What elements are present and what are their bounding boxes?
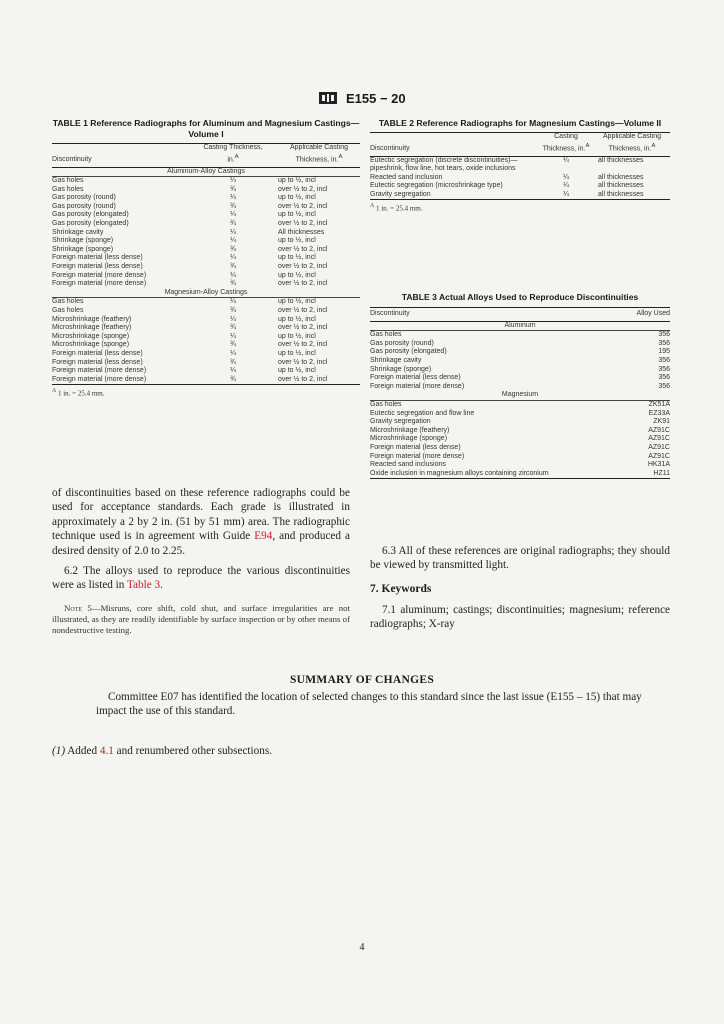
table-cell: up to ½, incl [278, 315, 316, 323]
table-cell: 356 [658, 365, 670, 373]
para-6-3: 6.3 All of these references are original radiographs; they should be viewed by transmitted light. [370, 545, 670, 572]
t1-col-applicable: Applicable Casting Thickness, in.$^A$ [290, 144, 348, 163]
table-cell: Foreign material (less dense) [370, 443, 461, 451]
table-cell: All thicknesses [278, 228, 325, 236]
left-body [52, 486, 350, 636]
table-cell: Microshrinkage (sponge) [370, 435, 448, 443]
table-row [52, 367, 360, 376]
table-cell: over ½ to 2, incl [278, 202, 328, 210]
table-row [370, 418, 670, 427]
table-section-row [370, 391, 670, 400]
table-row [370, 400, 670, 409]
table-cell: HK31A [647, 461, 670, 469]
table-cell: up to ½, incl [278, 177, 316, 185]
table-cell: Gas holes [52, 298, 84, 306]
table-row [52, 341, 360, 350]
table-row [370, 453, 670, 462]
table-section-label: Aluminum [370, 321, 670, 331]
table-cell: ¼ [230, 298, 236, 306]
table-row [52, 211, 360, 220]
table-cell: Shrinkage cavity [370, 356, 422, 364]
table-cell: Shrinkage (sponge) [370, 365, 432, 373]
table-row [52, 359, 360, 368]
table-cell: ZK51A [648, 400, 670, 408]
table-row [52, 307, 360, 316]
summary-item-1: (1) Added 4.1 and renumbered other subsections. [52, 745, 272, 757]
table-cell: all thicknesses [598, 173, 644, 181]
table-cell: over ½ to 2, incl [278, 185, 328, 193]
table-row [52, 298, 360, 307]
table-cell: Shrinkage cavity [52, 228, 104, 236]
table-cell: HZ11 [653, 469, 670, 477]
table-row [52, 280, 360, 289]
page-header [0, 90, 724, 109]
t1-col-casting: Casting Thickness, in.$^A$ [203, 144, 263, 163]
table-cell: Foreign material (less dense) [52, 263, 143, 271]
summary-title: SUMMARY OF CHANGES [289, 674, 435, 686]
table-cell: up to ½, incl [278, 367, 316, 375]
table-row [370, 410, 670, 419]
table-cell: Reacted sand inclusions [370, 461, 446, 469]
t2-col-applicable: Applicable Casting Thickness, in.$^A$ [603, 133, 661, 152]
table-cell: Foreign material (more dense) [52, 280, 147, 288]
table-cell: ZK91 [653, 418, 670, 426]
table-cell: Microshrinkage (feathery) [52, 315, 132, 323]
note-5: Note 5—Misruns, core shift, cold shut, and surface irregularities are not illustrated, as they are readily identifiable by surface inspection or by other means of nondestructive testing. [52, 602, 351, 636]
designation: E155 − 20 [345, 90, 406, 106]
table-row [370, 174, 670, 183]
summary-text: Committee E07 has identified the location of selected changes to this standard since the last issue (E155 – 15) that may impact the use of this standard. [96, 691, 642, 718]
table-cell: Microshrinkage (sponge) [52, 332, 130, 340]
table-cell: over ½ to 2, incl [278, 341, 328, 349]
table-cell: Foreign material (less dense) [52, 349, 143, 357]
table-cell: Gravity segregation [370, 190, 431, 198]
table-cell: ¼ [230, 211, 236, 219]
table3 [370, 307, 670, 479]
table-cell: all thicknesses [598, 190, 644, 198]
table1-caption: TABLE 1 Reference Radiographs for Aluminum and Magnesium Castings—Volume I [52, 118, 360, 139]
table-row [370, 182, 670, 191]
para-7-1: 7.1 aluminum; castings; discontinuities; magnesium; reference radiographs; X-ray [370, 603, 670, 631]
table-cell: Shrinkage (sponge) [52, 237, 114, 245]
table-cell: ¼ [230, 271, 236, 279]
table-cell: ¾ [230, 341, 236, 349]
table-row [370, 331, 670, 340]
table-cell: Foreign material (less dense) [52, 254, 143, 262]
table-cell: 356 [658, 356, 670, 364]
table1-block [52, 118, 360, 398]
table3-block [370, 292, 670, 479]
table-row [52, 186, 360, 195]
table-cell: Foreign material (more dense) [370, 382, 465, 390]
table-cell: over ½ to 2, incl [278, 375, 328, 383]
table-cell: Shrinkage (sponge) [52, 245, 114, 253]
table-cell: Microshrinkage (feathery) [370, 426, 450, 434]
table-row [370, 374, 670, 383]
table-section-row [52, 167, 360, 177]
table-cell: ¾ [230, 280, 236, 288]
table-row [52, 254, 360, 263]
table-cell: Gravity segregation [370, 418, 431, 426]
link-4-1[interactable]: 4.1 [99, 745, 114, 757]
table-section-row [52, 289, 360, 298]
table-cell: over ½ to 2, incl [278, 307, 328, 315]
table-cell: AZ91C [648, 443, 670, 451]
table-cell: all thicknesses [598, 156, 644, 164]
table-cell: Gas porosity (elongated) [52, 211, 129, 219]
table-cell: ¾ [230, 358, 236, 366]
table-cell: ¾ [230, 375, 236, 383]
t2-col-casting: Casting Thickness, in.$^A$ [542, 133, 590, 152]
table-row [52, 229, 360, 238]
table-cell: over ½ to 2, incl [278, 263, 328, 271]
table-cell: Microshrinkage (feathery) [52, 324, 132, 332]
table-cell: AZ91C [648, 435, 670, 443]
t3-col-alloy: Alloy Used [636, 310, 670, 317]
table-cell: over ½ to 2, incl [278, 280, 328, 288]
table-cell: over ½ to 2, incl [278, 245, 328, 253]
table-cell: ¾ [230, 245, 236, 253]
table-cell: Gas holes [52, 307, 84, 315]
right-body [370, 544, 670, 632]
table-cell: ¼ [230, 194, 236, 202]
table-row [52, 272, 360, 281]
link-e94[interactable]: E94 [254, 530, 273, 543]
table-row [52, 237, 360, 246]
table-cell: ¼ [563, 190, 569, 198]
table-cell: ¼ [230, 177, 236, 185]
table-cell: AZ91C [648, 452, 670, 460]
table2-block [370, 118, 670, 213]
table-cell: Reacted sand inclusion [370, 173, 443, 181]
table-cell: AZ91C [648, 426, 670, 434]
table-cell: Gas porosity (elongated) [52, 220, 129, 228]
table-cell: ¼ [563, 156, 569, 164]
table-cell: 356 [658, 331, 670, 339]
table-cell: 195 [658, 348, 670, 356]
table-row [52, 324, 360, 333]
t1-col-discontinuity: Discontinuity [52, 155, 92, 163]
table-cell: over ½ to 2, incl [278, 358, 328, 366]
table-cell: ¼ [563, 182, 569, 190]
table-row [52, 350, 360, 359]
table-row [52, 194, 360, 203]
table-cell: 356 [658, 339, 670, 347]
table-cell: up to ½, incl [278, 211, 316, 219]
table-cell: over ½ to 2, incl [278, 220, 328, 228]
table-row [52, 316, 360, 325]
table-cell: Foreign material (less dense) [52, 358, 143, 366]
table-cell: ¾ [230, 202, 236, 210]
table-cell: Gas porosity (round) [52, 194, 116, 202]
table-cell: up to ½, incl [278, 349, 316, 357]
t2-col-discontinuity: Discontinuity [370, 144, 410, 152]
table-cell: Microshrinkage (sponge) [52, 341, 130, 349]
table-cell: ¼ [230, 254, 236, 262]
table-cell: up to ½, incl [278, 298, 316, 306]
table-row [370, 156, 670, 174]
table-cell: ¾ [230, 324, 236, 332]
table-row [52, 177, 360, 186]
table-row [370, 470, 670, 479]
table-cell: over ½ to 2, incl [278, 324, 328, 332]
table-cell: 356 [658, 382, 670, 390]
table-row [52, 263, 360, 272]
table-cell: Gas porosity (round) [52, 202, 116, 210]
table-row [370, 357, 670, 366]
link-table3[interactable]: Table 3 [126, 579, 161, 592]
table-cell: up to ½, incl [278, 332, 316, 340]
table-cell: ¼ [563, 173, 569, 181]
table-cell: all thicknesses [598, 182, 644, 190]
table1 [52, 143, 360, 385]
table-cell: ¼ [230, 237, 236, 245]
table-row [370, 461, 670, 470]
table-cell: Foreign material (more dense) [52, 375, 147, 383]
table2-caption: TABLE 2 Reference Radiographs for Magnesium Castings—Volume II [378, 118, 662, 128]
table-cell: Gas porosity (elongated) [370, 348, 447, 356]
table-section-label: Magnesium-Alloy Castings [52, 289, 360, 298]
table-cell: up to ½, incl [278, 254, 316, 262]
table-row [370, 427, 670, 436]
table-cell: ¾ [230, 220, 236, 228]
table-cell: Oxide inclusion in magnesium alloys containing zirconium [370, 469, 549, 477]
table-row [370, 340, 670, 349]
table-cell: Eutectic segregation (discrete discontinuities)—pipeshrink, flow line, hot tears, oxide inclusions [370, 156, 518, 173]
table1-footnote: $^A$ 1 in. = 25.4 mm. [52, 388, 105, 398]
para-6-1-cont: of discontinuities based on these reference radiographs could be used for acceptance standards. Each grade is illustrated in approximately a 2 by 2 in. (51 by 51 mm) area. The radiographic technique used is in agreement with Guide E94, and produced a desired density of 2.0 to 2.25. [52, 487, 350, 557]
table-row [52, 376, 360, 385]
table-row [370, 366, 670, 375]
table-cell: ¼ [230, 315, 236, 323]
table2 [370, 132, 670, 200]
table-cell: ¼ [230, 332, 236, 340]
table-cell: ¼ [230, 349, 236, 357]
keywords-heading: 7. Keywords [370, 582, 432, 595]
table-row [52, 220, 360, 229]
table-cell: Gas holes [52, 185, 84, 193]
table-cell: Gas holes [370, 331, 402, 339]
table-row [370, 435, 670, 444]
table-cell: Gas holes [52, 177, 84, 185]
table-cell: ¾ [230, 307, 236, 315]
table-row [370, 444, 670, 453]
t3-col-discontinuity: Discontinuity [370, 310, 410, 317]
table-cell: ¼ [230, 367, 236, 375]
table-section-label: Aluminum-Alloy Castings [52, 167, 360, 177]
table-cell: ¾ [230, 263, 236, 271]
table-cell: up to ½, incl [278, 194, 316, 202]
table-cell: Gas holes [370, 400, 402, 408]
table-row [370, 191, 670, 200]
table3-caption: TABLE 3 Actual Alloys Used to Reproduce Discontinuities [401, 292, 639, 302]
table-cell: 356 [658, 374, 670, 382]
table-cell: Eutectic segregation (microshrinkage type) [370, 182, 503, 190]
para-6-2: 6.2 The alloys used to reproduce the various discontinuities were as listed in Table 3. [52, 565, 350, 592]
page-number: 4 [359, 942, 365, 953]
table2-footnote: $^A$ 1 in. = 25.4 mm. [370, 203, 423, 213]
table-row [370, 383, 670, 392]
table-cell: EZ33A [648, 409, 670, 417]
table-row [370, 348, 670, 357]
table-cell: ¾ [230, 185, 236, 193]
astm-logo-icon [318, 90, 338, 109]
table-cell: up to ½, incl [278, 271, 316, 279]
table-section-row [370, 321, 670, 331]
table-cell: Foreign material (more dense) [52, 271, 147, 279]
table-cell: Foreign material (more dense) [52, 367, 147, 375]
table-section-label: Magnesium [370, 391, 670, 400]
table-cell: Eutectic segregation and flow line [370, 409, 475, 417]
table-cell: Gas porosity (round) [370, 339, 434, 347]
table-cell: Foreign material (less dense) [370, 374, 461, 382]
table-cell: up to ½, incl [278, 237, 316, 245]
table-cell: ¼ [230, 228, 236, 236]
table-cell: Foreign material (more dense) [370, 452, 465, 460]
